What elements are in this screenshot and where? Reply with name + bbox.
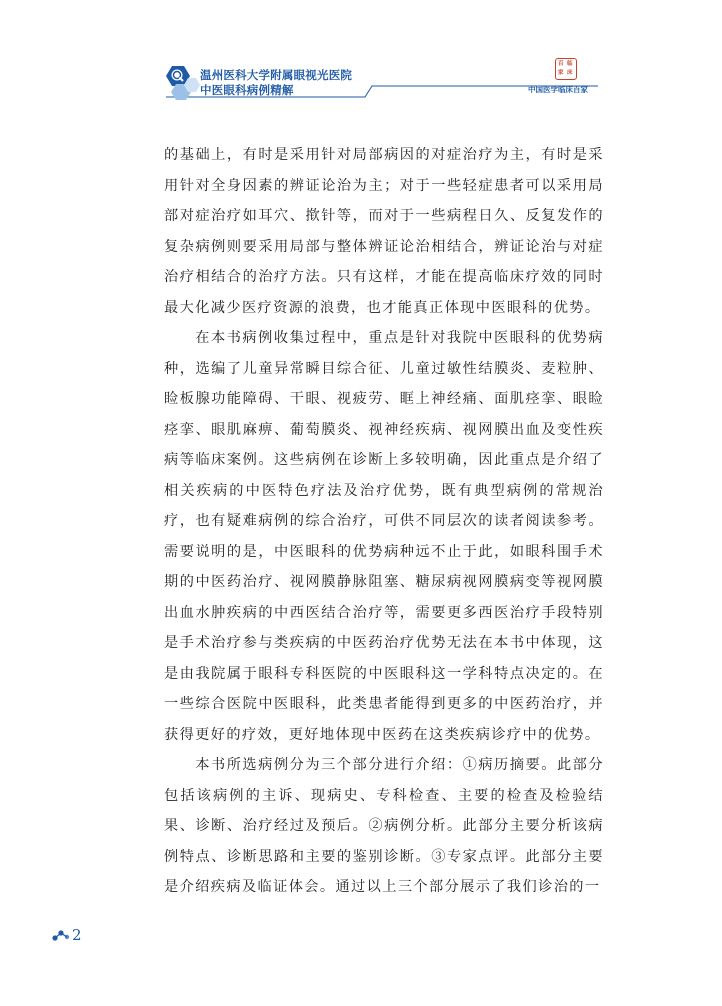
header-title: [200, 68, 352, 98]
body-text: [164, 140, 604, 903]
seal-char: 家: [558, 70, 564, 76]
seal-char: 百: [558, 61, 564, 67]
seal-char: 床: [567, 70, 573, 76]
magnifier-hexagon-logo-icon: [158, 62, 206, 106]
page-number: 2: [72, 926, 82, 944]
hospital-name: 温州医科大学附属眼视光医院: [200, 68, 353, 82]
paragraph: 本书所选病例分为三个部分进行介绍：①病历摘要。此部分包括该病例的主诉、现病史、专科检查、主要的检查及检验结果、诊断、治疗经过及预后。②病例分析。此部分主要分析该病例特点、诊断思路和主要的鉴别诊断。③专家点评。此部分主要是介绍疾病及临证体会。通过以上三个部分展示了我们诊治的一: [164, 757, 604, 895]
page-footer: [52, 926, 82, 944]
paragraph: 的基础上，有时是采用针对局部病因的对症治疗为主，有时是采用针对全身因素的辨证论治为主；对于一些轻症患者可以采用局部对症治疗如耳穴、揿针等，而对于一些病程日久、反复发作的复杂病例则要采用局部与整体辨证论治相结合，辨证论治与对症治疗相结合的治疗方法。只有这样，才能在提高临床疗效的同时最大化减少医疗资源的浪费，也才能真正体现中医眼科的优势。: [164, 147, 604, 316]
page-header: [0, 0, 722, 110]
book-title: 中医眼科病例精解: [200, 83, 294, 97]
paragraph: 在本书病例收集过程中，重点是针对我院中医眼科的优势病种，选编了儿童异常瞬目综合征、儿童过敏性结膜炎、麦粒肿、睑板腺功能障碍、干眼、视疲劳、眶上神经痛、面肌痉挛、眼睑痉挛、眼肌麻痹、葡萄膜炎、视神经疾病、视网膜出血及变性疾病等临床案例。这些病例在诊断上多较明确，因此重点是介绍了相关疾病的中医特色疗法及治疗优势，既有典型病例的常规治疗，也有疑难病例的综合治疗，可供不同层次的读者阅读参考。需要说明的是，中医眼科的优势病种远不止于此，如眼科围手术期的中医药治疗、视网膜静脉阻塞、糖尿病视网膜病变等视网膜出血水肿疾病的中西医结合治疗等，需要更多西医治疗手段特别是手术治疗参与类疾病的中医药治疗优势无法在本书中体现，这是由我院属于眼科专科医院的中医眼科这一学科特点决定的。在一些综合医院中医眼科，此类患者能得到更多的中医药治疗，并获得更好的疗效，更好地体现中医药在这类疾病诊疗中的优势。: [164, 330, 604, 743]
series-name: 中国医学临床百家: [528, 85, 588, 94]
seal-char: 临: [567, 61, 573, 67]
series-seal-logo-icon: [555, 58, 577, 80]
molecule-icon: [52, 928, 70, 942]
header-rule: [0, 0, 722, 110]
